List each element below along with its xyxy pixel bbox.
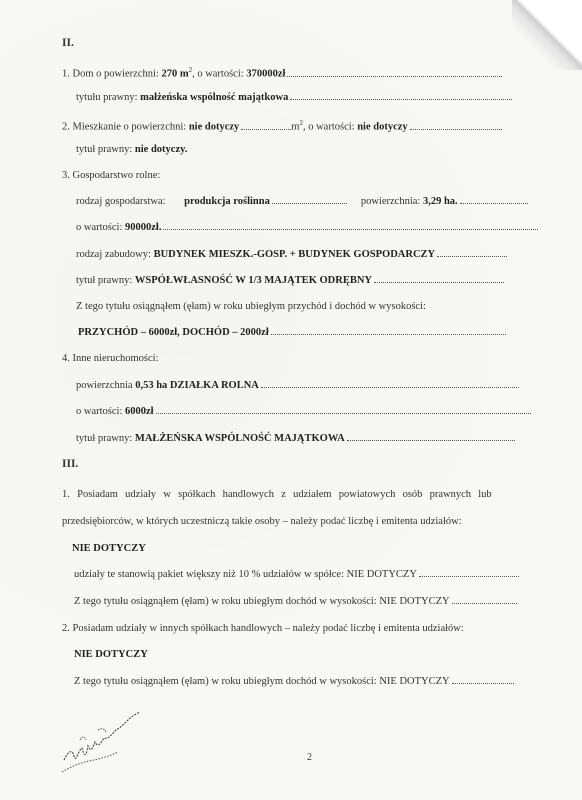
farm-type-value: produkcja roślinna: [184, 196, 270, 207]
other-value-label: o wartości:: [76, 406, 125, 417]
farm-title-label: tytuł prawny:: [76, 275, 135, 286]
shares-2-line: 2. Posiadam udziały w innych spółkach handlowych – należy podać liczbę i emitenta udziałów:: [62, 623, 464, 634]
apartment-title-line: [76, 143, 187, 156]
other-title-label: tytuł prawny:: [76, 433, 135, 444]
shares-1-packet-text: udziały te stanowią pakiet większy niż 10 % udziałów w spółce: NIE DOTYCZY: [74, 569, 417, 580]
folded-corner: [512, 0, 582, 70]
other-area-line: [76, 379, 519, 392]
other-value: 6000zł: [125, 406, 154, 417]
dotted-leader: [452, 681, 514, 684]
dotted-leader: [272, 201, 347, 204]
apartment-line: [62, 117, 502, 134]
farm-area-value: 3,29 ha.: [422, 196, 458, 207]
other-value-line: [76, 405, 531, 418]
shares-1-income-text: Z tego tytułu osiągnąłem (ęłam) w roku ubiegłym dochód w wysokości: NIE DOTYCZY: [74, 596, 450, 607]
farm-income-intro: Z tego tytułu osiągnąłem (ęłam) w roku ubiegłym przychód i dochód w wysokości:: [76, 301, 426, 312]
house-line: [62, 64, 502, 81]
dotted-leader: [163, 227, 538, 230]
house-area: 270 m: [161, 68, 189, 80]
dotted-leader: [347, 438, 515, 441]
dotted-leader: [290, 97, 512, 100]
dotted-leader: [374, 280, 504, 283]
apartment-label: 2. Mieszkanie o powierzchni:: [62, 121, 189, 133]
dotted-leader: [437, 254, 507, 257]
farm-area-label: powierzchnia:: [360, 196, 423, 207]
dotted-leader: [287, 74, 502, 77]
house-title-label: tytułu prawny:: [76, 92, 141, 103]
farm-buildings-value: BUDYNEK MIESZK.-GOSP. + BUDYNEK GOSPODARCZY: [153, 249, 436, 260]
other-area-value: 0,53 ha DZIAŁKA ROLNA: [135, 380, 259, 391]
apartment-value-label: , o wartości:: [302, 121, 358, 133]
shares-1-line-1: 1. Posiadam udziały w spółkach handlowych z udziałem powiatowych osób prawnych lub: [62, 489, 492, 500]
dotted-leader: [452, 601, 517, 604]
farm-heading: 3. Gospodarstwo rolne:: [62, 170, 161, 181]
dotted-leader: [410, 127, 502, 130]
shares-2-income-text: Z tego tytułu osiągnąłem (ęłam) w roku ubiegłym dochód w wysokości: NIE DOTYCZY: [74, 676, 450, 687]
farm-value-label: o wartości:: [76, 222, 125, 233]
farm-income-line: [78, 326, 506, 339]
dotted-leader: [241, 127, 291, 130]
farm-income-value: PRZYCHÓD – 6000zł, DOCHÓD – 2000zł: [78, 327, 269, 338]
shares-1-packet-line: [74, 568, 519, 581]
farm-type-line: [76, 195, 528, 208]
farm-buildings-line: [76, 248, 507, 261]
apartment-unit-sup: 2: [299, 119, 303, 127]
dotted-leader: [460, 201, 528, 204]
dotted-leader: [271, 332, 506, 335]
dotted-leader: [156, 411, 531, 414]
apartment-title-label: tytuł prawny:: [76, 144, 135, 155]
shares-2-answer-text: NIE DOTYCZY: [74, 649, 148, 660]
other-title-line: [76, 432, 515, 445]
section-ii-heading: II.: [62, 37, 74, 49]
house-title-line: [76, 91, 512, 104]
page-number: 2: [307, 752, 312, 763]
apartment-value: nie dotyczy: [357, 121, 408, 133]
farm-value: 90000zł.: [125, 222, 162, 233]
house-label: 1. Dom o powierzchni:: [62, 68, 162, 80]
apartment-unit: m: [291, 121, 300, 133]
house-value: 370000zł: [246, 68, 286, 80]
other-area-label: powierzchnia: [76, 380, 136, 391]
farm-buildings-label: rodzaj zabudowy:: [76, 249, 154, 260]
dotted-leader: [261, 385, 519, 388]
dotted-leader: [419, 574, 519, 577]
farm-type-label: rodzaj gospodarstwa:: [76, 196, 169, 207]
apartment-title-value: nie dotyczy.: [134, 144, 188, 155]
shares-1-line-2: przedsiębiorców, w których uczestniczą takie osoby – należy podać liczbę i emitenta udziałów:: [62, 516, 462, 527]
shares-2-answer: [74, 648, 148, 661]
shares-1-answer-text: NIE DOTYCZY: [72, 543, 146, 554]
other-property-heading: 4. Inne nieruchomości:: [62, 353, 159, 364]
apartment-area: nie dotyczy: [188, 121, 240, 133]
handwritten-signature: [58, 700, 178, 785]
shares-1-answer: [72, 542, 146, 555]
other-title-value: MAŁŻEŃSKA WSPÓLNOŚĆ MAJĄTKOWA: [134, 433, 345, 444]
house-area-unit-sup: 2: [188, 66, 193, 74]
shares-2-income-line: [74, 675, 514, 688]
shares-1-income-line: [74, 595, 517, 608]
house-value-label: , o wartości:: [192, 68, 247, 80]
section-iii-heading: III.: [62, 458, 79, 470]
farm-title-line: [76, 274, 504, 287]
farm-value-line: [76, 221, 538, 234]
house-title-value: małżeńska wspólność majątkowa: [140, 92, 289, 103]
farm-title-value: WSPÓŁWŁASNOŚĆ W 1/3 MAJĄTEK ODRĘBNY: [134, 275, 372, 286]
